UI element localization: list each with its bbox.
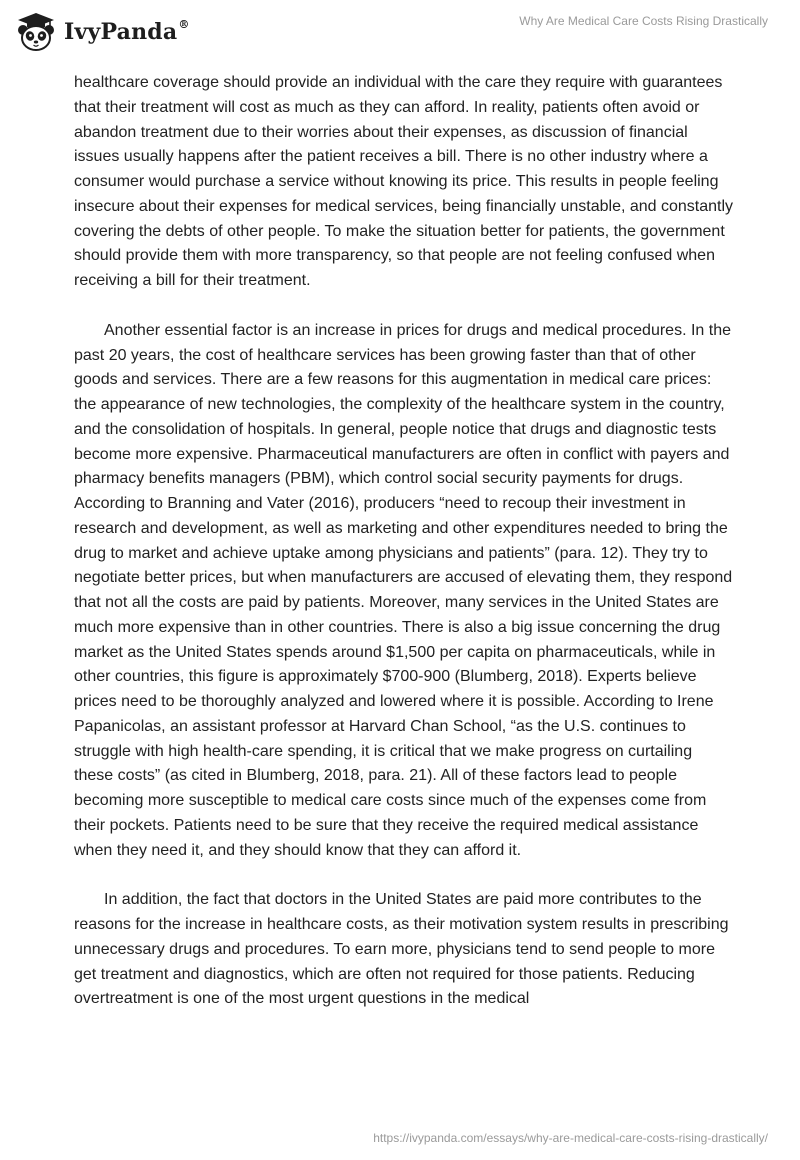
site-logo[interactable] (14, 10, 190, 52)
paragraph: In addition, the fact that doctors in the United States are paid more contributes to the reasons for the increase in healthcare costs, as their motivation system results in prescribing unnecessary drugs and procedures. To earn more, physicians tend to send people to more get treatment and diagnostics, which are often not required for those patients. Reducing overtreatment is one of the most urgent questions in the medical (74, 891, 729, 1008)
logo-text (64, 19, 190, 45)
panda-graduate-icon (14, 10, 58, 52)
essay-body (74, 71, 734, 1012)
logo-wordmark: IvyPanda (64, 19, 178, 45)
document-title: Why Are Medical Care Costs Rising Drastically (519, 14, 768, 28)
paragraph: Another essential factor is an increase in prices for drugs and medical procedures. In the past 20 years, the cost of healthcare services has been growing faster than that of other goods and services. There are a few reasons for this augmentation in medical care prices: the appearance of new technologies, the complexity of the healthcare system in the country, and the consolidation of hospitals. In general, people notice that drugs and diagnostic tests become more expensive. Pharmaceutical manufacturers are often in conflict with payers and pharmacy benefits managers (PBM), which control social security payments for drugs. According to Branning and Vater (2016), producers “need to recoup their investment in research and development, as well as marketing and other expenditures needed to bring the drug to market and achieve uptake among physicians and patients” (para. 12). They try to negotiate better prices, but when manufacturers are accused of elevating them, they respond that not all the costs are paid by patients. Moreover, many services in the United States are much more expensive than in other countries. There is also a big issue concerning the drug market as the United States spends around $1,500 per capita on pharmaceuticals, while in other countries, this figure is approximately $700-900 (Blumberg, 2018). Experts believe prices need to be thoroughly analyzed and lowered where it is possible. According to Irene Papanicolas, an assistant professor at Harvard Chan School, “as the U.S. continues to struggle with high health-care spending, it is critical that we make progress on curtailing these costs” (as cited in Blumberg, 2018, para. 21). All of these factors lead to people becoming more susceptible to medical care costs since much of the expenses come from their pockets. Patients need to be sure that they receive the required medical assistance when they need it, and they should know that they can afford it. (74, 321, 733, 859)
paragraph: healthcare coverage should provide an individual with the care they require with guarantees that their treatment will cost as much as they can afford. In reality, patients often avoid or abandon treatment due to their worries about their expenses, as discussion of financial issues usually happens after the patient receives a bill. There is no other industry where a consumer would purchase a service without knowing its price. This results in people feeling insecure about their expenses for medical services, being financially unstable, and constantly covering the debts of other people. To make the situation better for patients, the government should provide them with more transparency, so that people are not feeling confused when receiving a bill for their treatment. (74, 74, 734, 289)
page-header (0, 0, 800, 60)
source-url[interactable]: https://ivypanda.com/essays/why-are-medical-care-costs-rising-drastically/ (373, 1131, 768, 1145)
registered-mark: ® (178, 17, 190, 31)
